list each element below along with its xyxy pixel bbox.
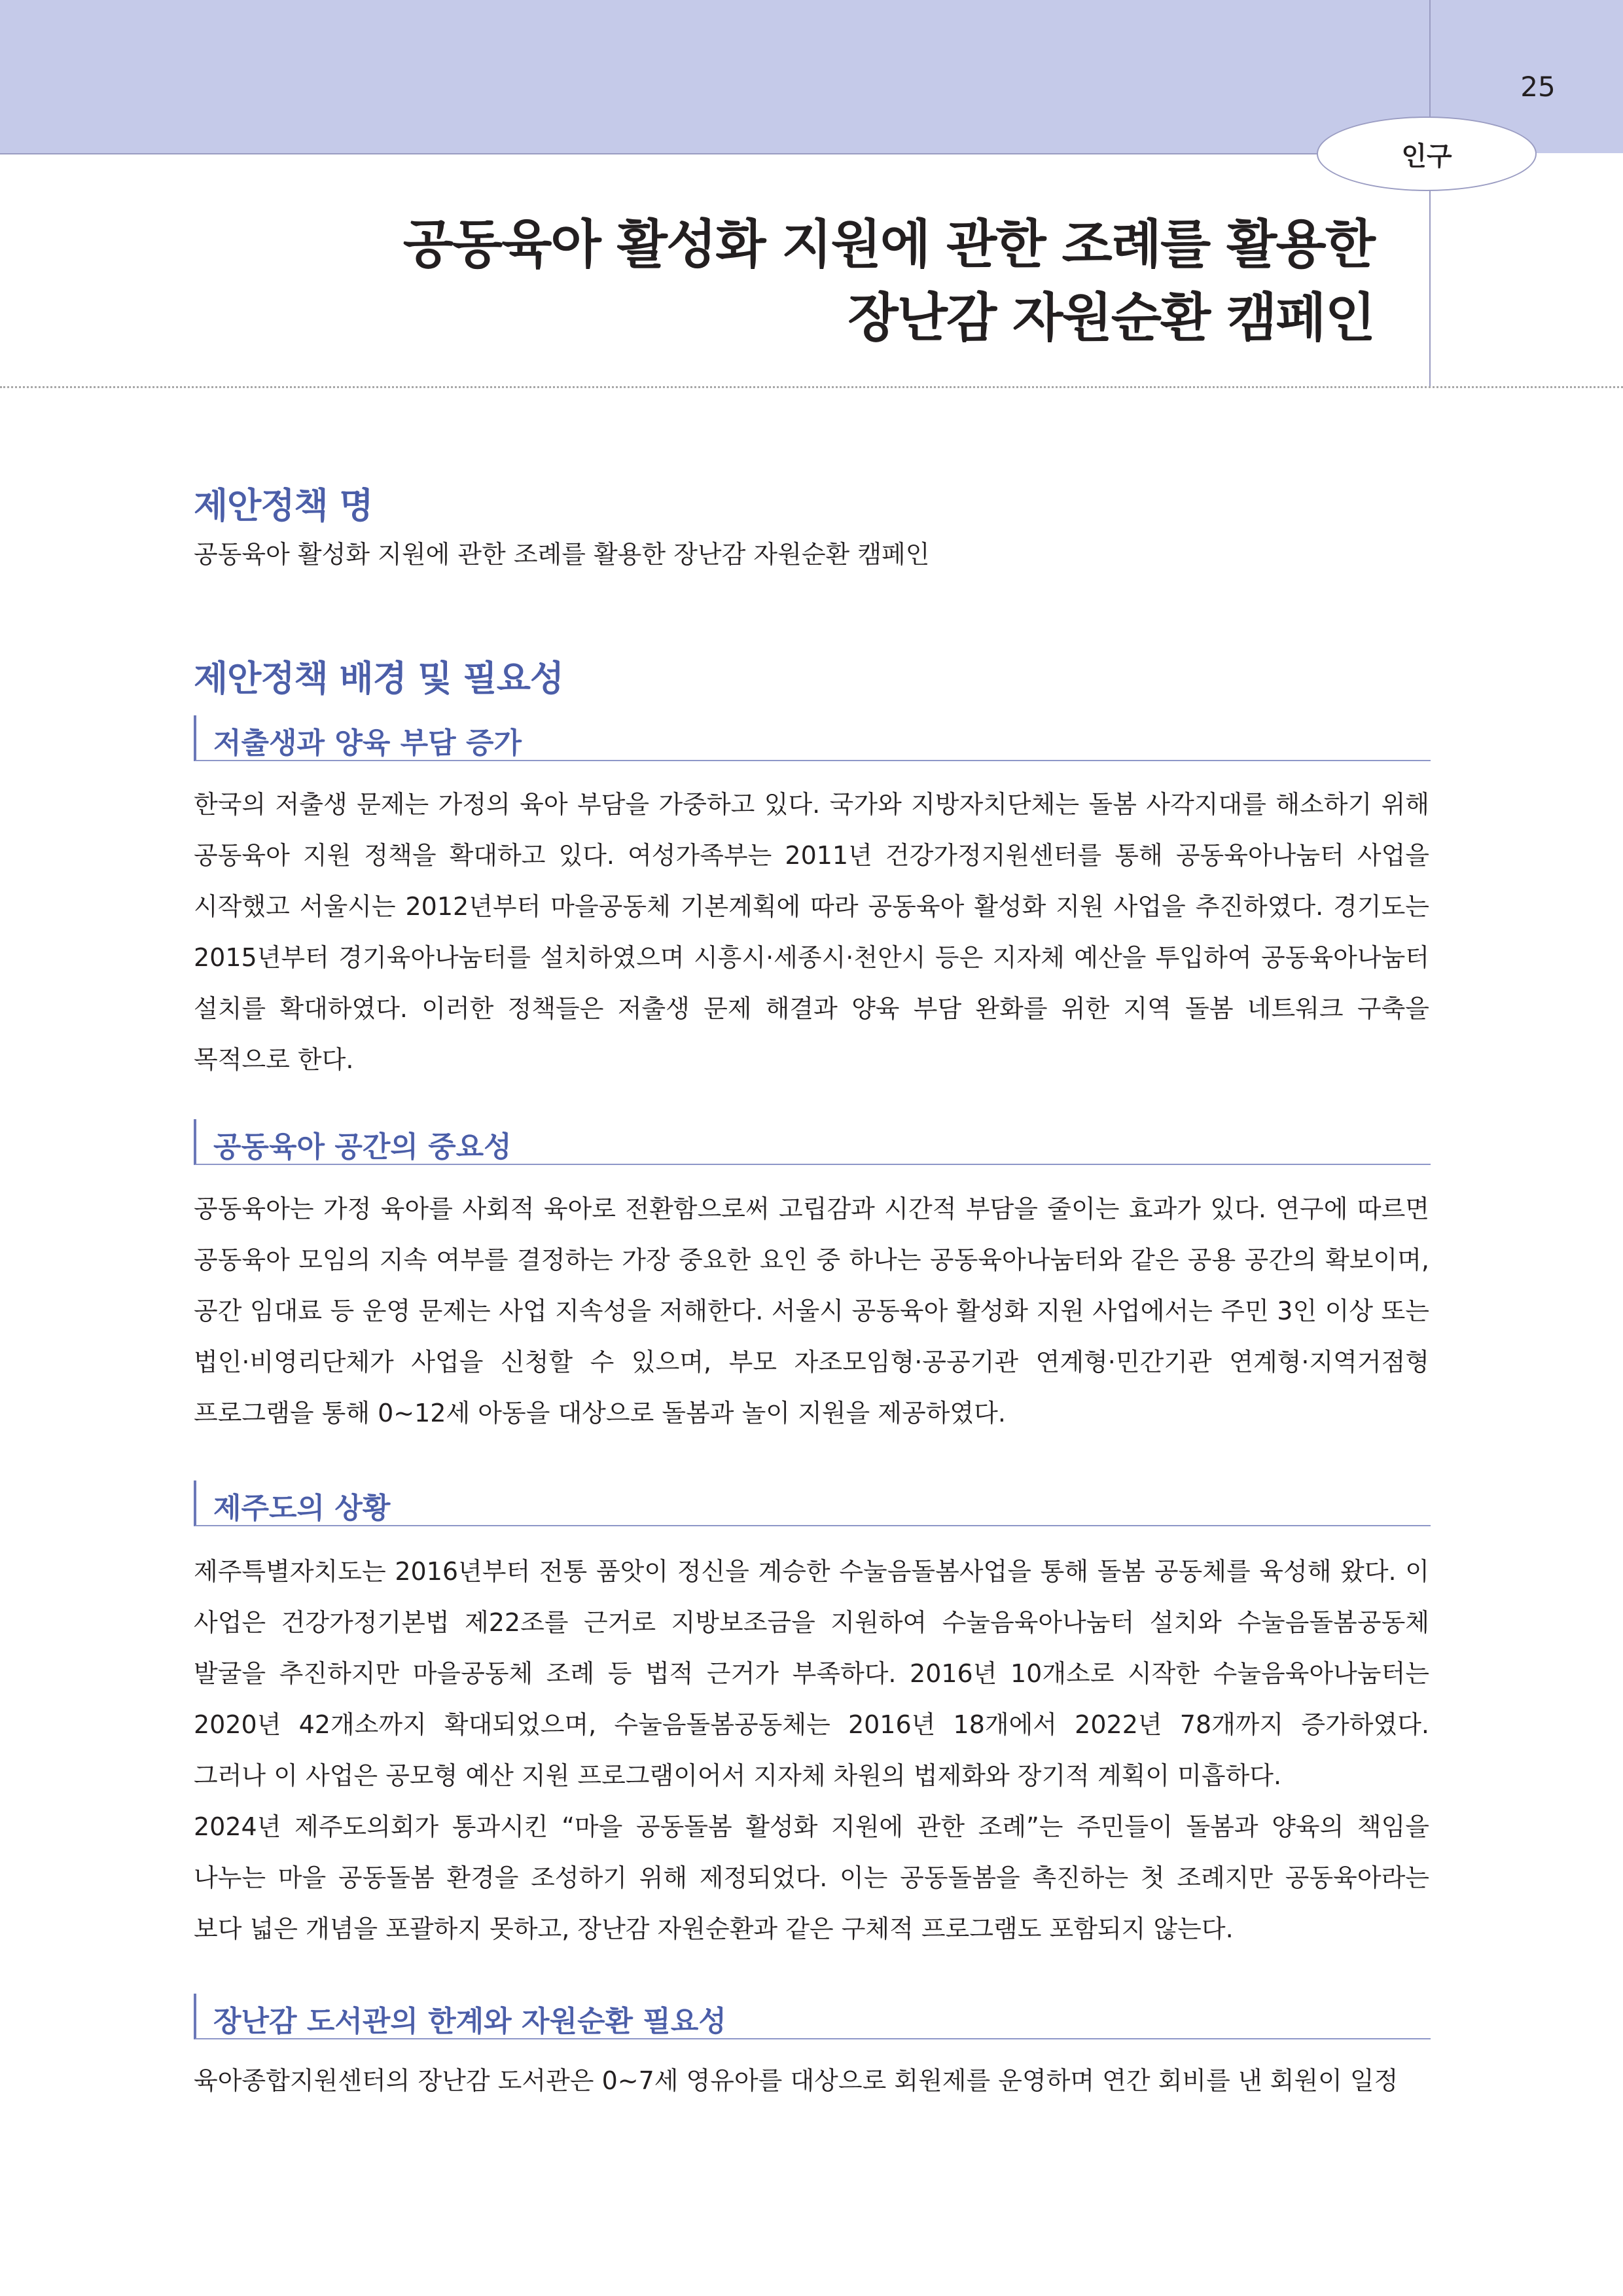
title-separator: [0, 386, 1623, 388]
paragraph-space-importance: 공동육아는 가정 육아를 사회적 육아로 전환함으로써 고립감과 시간적 부담을 줄이는 효과가 있다. 연구에 따르면 공동육아 모임의 지속 여부를 결정하는 가장 중요한 요인 중 하나는 공동육아나눔터와 같은 공용 공간의 확보이며, 공간 임대료 등 운영 문제는 사업 지속성을 저해한다. 서울시 공동육아 활성화 지원 사업에서는 주민 3인 이상 또는 법인·비영리단체가 사업을 신청할 수 있으며, 부모 자조모임형·공공기관 연계형·민간기관 연계형·지역거점형 프로그램을 통해 0~12세 아동을 대상으로 돌봄과 놀이 지원을 제공하였다.: [194, 1194, 1429, 1427]
title-line-2: 장난감 자원순환 캠페인: [847, 287, 1374, 348]
subheading-jeju-label: 제주도의 상황: [213, 1492, 391, 1525]
title-line-1: 공동육아 활성화 지원에 관한 조례를 활용한: [402, 214, 1374, 275]
category-badge: [1317, 117, 1537, 191]
category-label: 인구: [1401, 141, 1452, 171]
header-vertical-rule: [1429, 0, 1431, 387]
paragraph-jeju-1: 제주특별자치도는 2016년부터 전통 품앗이 정신을 계승한 수눌음돌봄사업을 통해 돌봄 공동체를 육성해 왔다. 이 사업은 건강가정기본법 제22조를 근거로 지방보조금을 지원하여 수눌음육아나눔터 설치와 수눌음돌봄공동체 발굴을 추진하지만 마을공동체 조례 등 법적 근거가 부족하다. 2016년 10개소로 시작한 수눌음육아나눔터는 2020년 42개소까지 확대되었으며, 수눌음돌봄공동체는 2016년 18개에서 2022년 78개까지 증가하였다. 그러나 이 사업은 공모형 예산 지원 프로그램이어서 지자체 차원의 법제화와 장기적 계획이 미흡하다.: [194, 1557, 1429, 1790]
paragraph-jeju-2: 2024년 제주도의회가 통과시킨 “마을 공동돌봄 활성화 지원에 관한 조례”는 주민들이 돌봄과 양육의 책임을 나누는 마을 공동돌봄 환경을 조성하기 위해 제정되었다. 이는 공동돌봄을 촉진하는 첫 조례지만 공동육아라는 보다 넓은 개념을 포괄하지 못하고, 장난감 자원순환과 같은 구체적 프로그램도 포함되지 않는다.: [194, 1812, 1429, 1943]
paragraph-low-birth: 한국의 저출생 문제는 가정의 육아 부담을 가중하고 있다. 국가와 지방자치단체는 돌봄 사각지대를 해소하기 위해 공동육아 지원 정책을 확대하고 있다. 여성가족부는 2011년 건강가정지원센터를 통해 공동육아나눔터 사업을 시작했고 서울시는 2012년부터 마을공동체 기본계획에 따라 공동육아 활성화 지원 사업을 추진하였다. 경기도는 2015년부터 경기육아나눔터를 설치하였으며 시흥시·세종시·천안시 등은 지자체 예산을 투입하여 공동육아나눔터 설치를 확대하였다. 이러한 정책들은 저출생 문제 해결과 양육 부담 완화를 위한 지역 돌봄 네트워크 구축을 목적으로 한다.: [194, 790, 1429, 1074]
subheading-space-importance: [194, 1119, 1431, 1165]
policy-name-text: 공동육아 활성화 지원에 관한 조례를 활용한 장난감 자원순환 캠페인: [194, 540, 930, 569]
page-title: [196, 208, 1374, 355]
subheading-toy-library-label: 장난감 도서관의 한계와 자원순환 필요성: [213, 2005, 726, 2038]
subheading-space-importance-label: 공동육아 공간의 중요성: [213, 1130, 512, 1164]
background-heading: 제안정책 배경 및 필요성: [194, 658, 564, 699]
header-divider: [0, 153, 1429, 154]
policy-name-heading: 제안정책 명: [194, 485, 373, 526]
subheading-toy-library: [194, 1994, 1431, 2039]
paragraph-toy-library: 육아종합지원센터의 장난감 도서관은 0~7세 영유아를 대상으로 회원제를 운영하며 연간 회비를 낸 회원이 일정: [194, 2066, 1399, 2095]
subheading-low-birth-label: 저출생과 양육 부담 증가: [213, 726, 522, 760]
page-number: 25: [1520, 71, 1556, 103]
subheading-jeju: [194, 1480, 1431, 1526]
subheading-low-birth: [194, 715, 1431, 761]
